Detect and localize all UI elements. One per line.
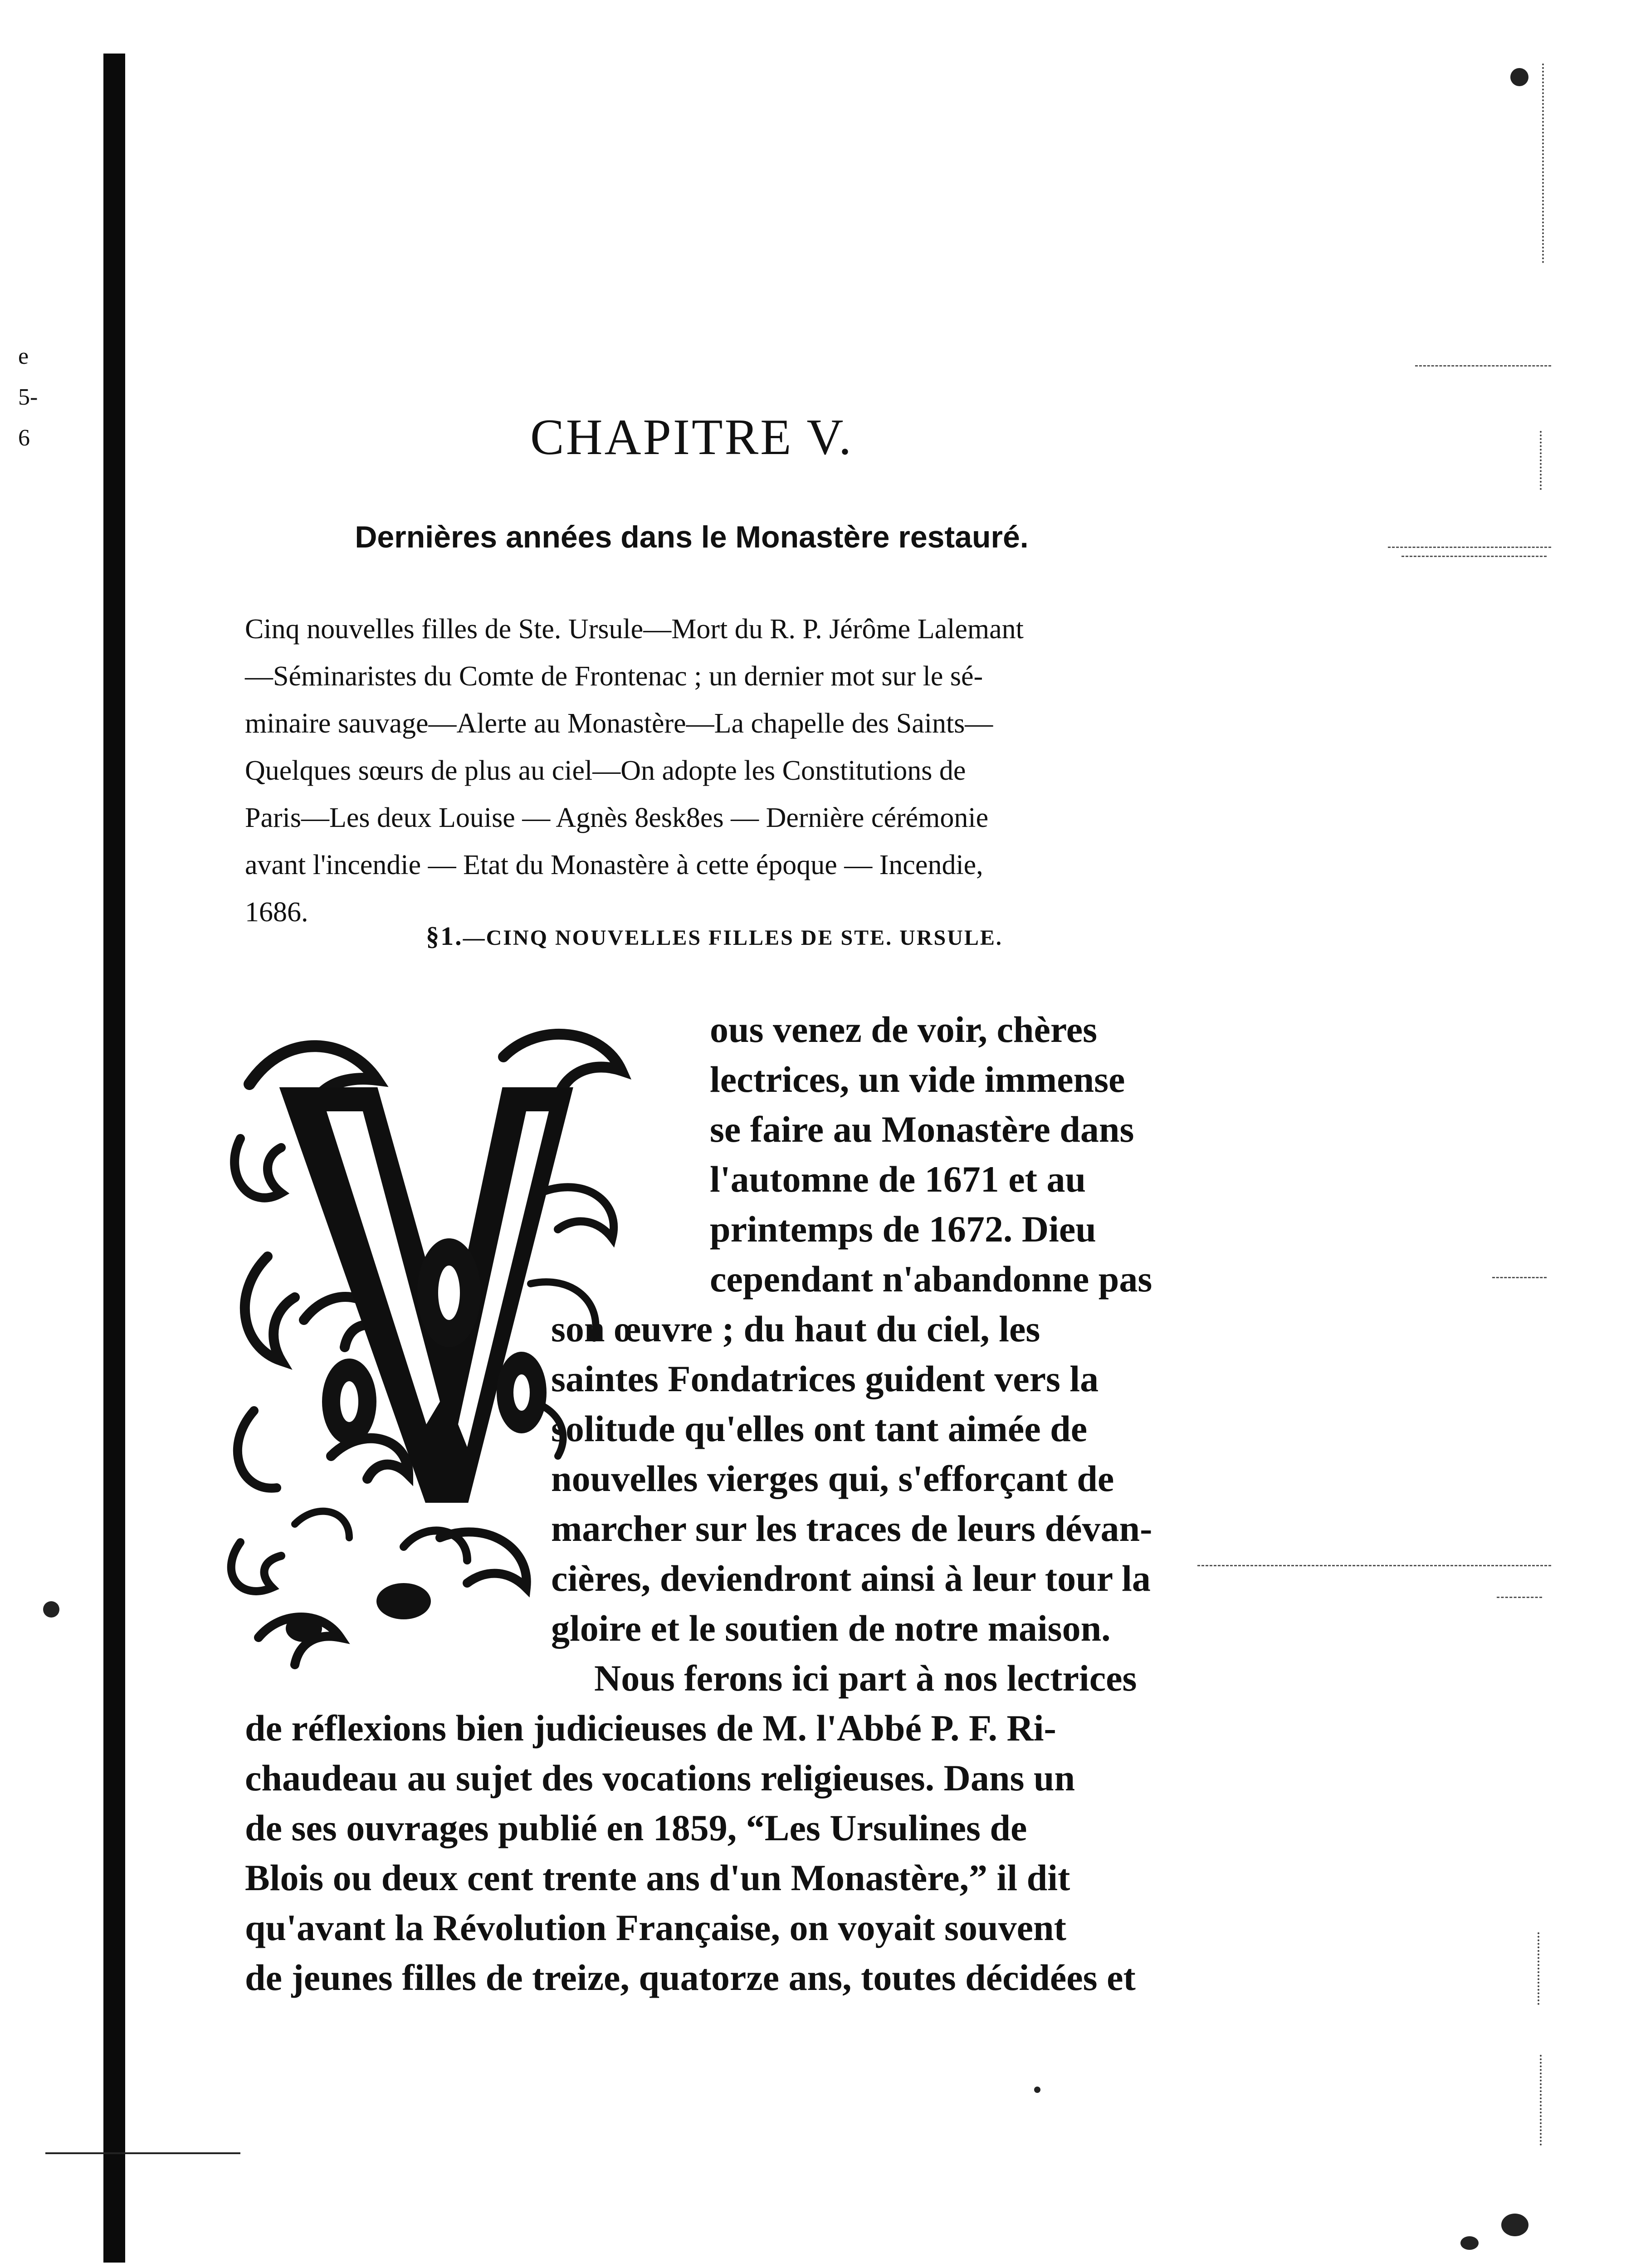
scan-speck <box>1510 68 1528 86</box>
edge-scan-line <box>1388 547 1551 548</box>
summary-line: Paris—Les deux Louise — Agnès 8esk8es — Dernière cérémonie <box>245 802 989 833</box>
section-heading-text: —CINQ NOUVELLES FILLES DE STE. URSULE. <box>463 926 1003 950</box>
scan-speck <box>43 1601 59 1618</box>
edge-scan-dots <box>1542 64 1544 263</box>
scan-speck <box>1501 2214 1528 2236</box>
body-line: saintes Fondatrices guident vers la <box>551 1358 1099 1399</box>
body-line: l'automne de 1671 et au <box>710 1158 1086 1200</box>
edge-scan-line <box>1415 365 1551 367</box>
margin-note: 6 <box>18 425 30 451</box>
edge-scan-dots <box>1540 431 1542 490</box>
scan-speck <box>1460 2236 1479 2250</box>
summary-line: Quelques sœurs de plus au ciel—On adopte les Constitutions de <box>245 755 966 786</box>
edge-scan-line <box>1401 556 1547 557</box>
body-line: chaudeau au sujet des vocations religieuses. Dans un <box>245 1757 1075 1799</box>
body-line: Nous ferons ici part à nos lectrices <box>594 1657 1137 1699</box>
body-line: cières, deviendront ainsi à leur tour la <box>551 1558 1151 1599</box>
margin-note: e <box>18 343 29 369</box>
body-line: son œuvre ; du haut du ciel, les <box>551 1308 1040 1349</box>
summary-line: Cinq nouvelles filles de Ste. Ursule—Mort du R. P. Jérôme Lalemant <box>245 614 1024 645</box>
edge-scan-dots <box>1538 1932 1539 2005</box>
body-line: Blois ou deux cent trente ans d'un Monastère,” il dit <box>245 1857 1070 1898</box>
margin-note: 5- <box>18 384 38 410</box>
body-line: de ses ouvrages publié en 1859, “Les Ursulines de <box>245 1807 1027 1848</box>
summary-line: —Séminaristes du Comte de Frontenac ; un dernier mot sur le sé- <box>245 661 983 692</box>
edge-scan-line <box>1197 1565 1551 1566</box>
scan-speck <box>1034 2087 1040 2093</box>
body-line: solitude qu'elles ont tant aimée de <box>551 1408 1088 1449</box>
edge-scan-line <box>1492 1277 1547 1278</box>
chapter-subtitle: Dernières années dans le Monastère restauré. <box>355 520 1029 554</box>
body-line: de réflexions bien judicieuses de M. l'Abbé P. F. Ri- <box>245 1707 1056 1749</box>
chapter-summary <box>245 606 1175 936</box>
binding-shadow-bar <box>103 54 125 2263</box>
summary-line: 1686. <box>245 897 308 928</box>
body-line: de jeunes filles de treize, quatorze ans, toutes décidées et <box>245 1957 1136 1998</box>
section-heading <box>0 921 1429 951</box>
body-line: cependant n'abandonne pas <box>710 1258 1152 1300</box>
body-line: nouvelles vierges qui, s'efforçant de <box>551 1458 1114 1499</box>
body-line: se faire au Monastère dans <box>710 1109 1134 1150</box>
body-line: qu'avant la Révolution Française, on voyait souvent <box>245 1907 1066 1948</box>
edge-scan-line <box>1497 1597 1542 1598</box>
summary-line: avant l'incendie — Etat du Monastère à cette époque — Incendie, <box>245 850 983 880</box>
body-line: marcher sur les traces de leurs dévan- <box>551 1508 1152 1549</box>
bottom-left-rule <box>45 2152 240 2154</box>
summary-line: minaire sauvage—Alerte au Monastère—La chapelle des Saints— <box>245 708 993 739</box>
body-line: printemps de 1672. Dieu <box>710 1208 1096 1250</box>
body-line: lectrices, un vide immense <box>710 1059 1125 1100</box>
body-line: ous venez de voir, chères <box>710 1009 1098 1050</box>
chapter-title: CHAPITRE V. <box>530 409 853 465</box>
body-line: gloire et le soutien de notre maison. <box>551 1608 1111 1649</box>
section-number: §1. <box>426 921 463 951</box>
edge-scan-dots <box>1540 2055 1542 2146</box>
